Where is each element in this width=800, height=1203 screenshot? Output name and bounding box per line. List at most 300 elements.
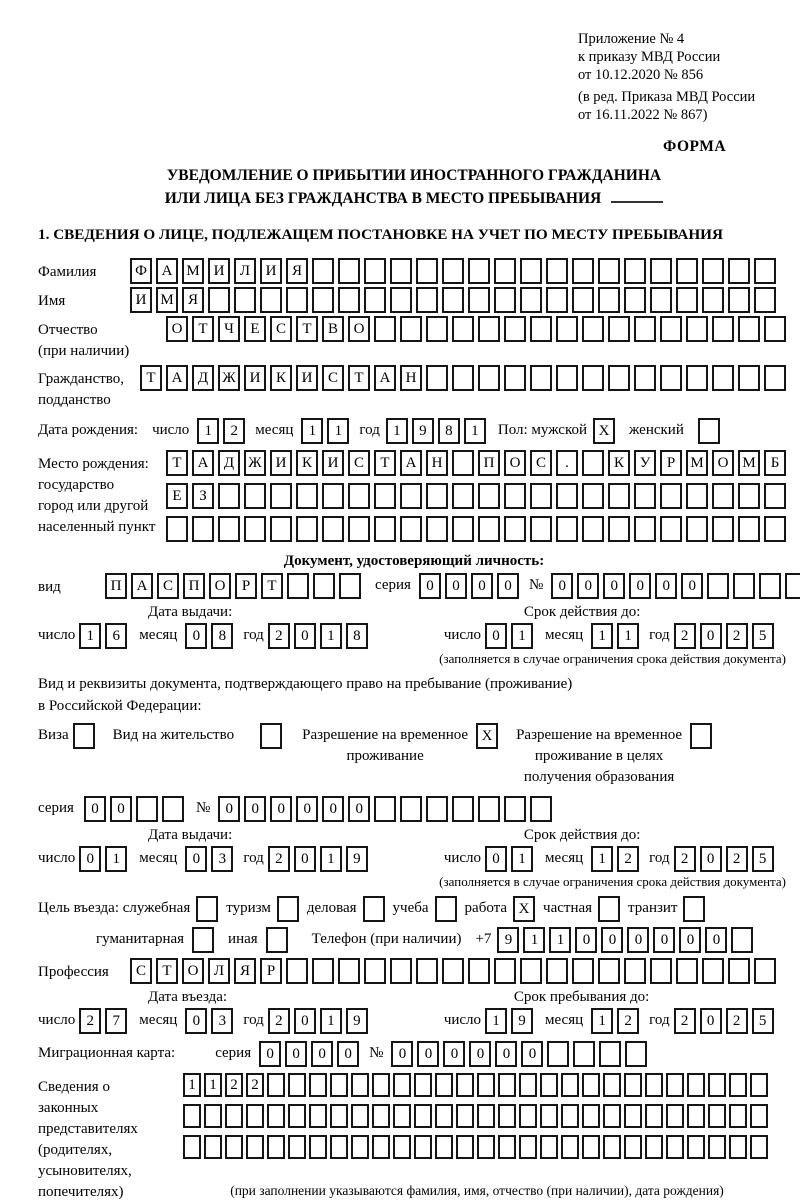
char-cell[interactable] <box>645 1135 663 1159</box>
char-cell[interactable]: 0 <box>469 1041 491 1067</box>
char-cell[interactable]: . <box>556 450 578 476</box>
char-cell[interactable] <box>504 483 526 509</box>
char-cell[interactable]: 0 <box>110 796 132 822</box>
char-cell[interactable] <box>603 1135 621 1159</box>
char-cell[interactable]: С <box>530 450 552 476</box>
char-cell[interactable] <box>750 1135 768 1159</box>
char-cell[interactable] <box>750 1104 768 1128</box>
char-cell[interactable] <box>608 516 630 542</box>
surname-input[interactable] <box>130 258 780 284</box>
char-cell[interactable]: М <box>182 258 204 284</box>
char-cell[interactable] <box>416 287 438 313</box>
char-cell[interactable] <box>750 1073 768 1097</box>
char-cell[interactable] <box>540 1135 558 1159</box>
char-cell[interactable] <box>452 316 474 342</box>
entry-year-input[interactable] <box>268 1008 372 1034</box>
char-cell[interactable] <box>390 287 412 313</box>
char-cell[interactable] <box>322 516 344 542</box>
birth-month-input[interactable] <box>301 418 353 444</box>
char-cell[interactable]: 3 <box>211 846 233 872</box>
char-cell[interactable] <box>348 483 370 509</box>
char-cell[interactable] <box>390 258 412 284</box>
doc-issue-month-input[interactable] <box>185 623 237 649</box>
char-cell[interactable] <box>208 287 230 313</box>
char-cell[interactable]: 0 <box>700 623 722 649</box>
char-cell[interactable]: Д <box>218 450 240 476</box>
char-cell[interactable] <box>764 516 786 542</box>
char-cell[interactable] <box>556 365 578 391</box>
char-cell[interactable]: X <box>593 418 615 444</box>
char-cell[interactable] <box>738 365 760 391</box>
char-cell[interactable]: 1 <box>183 1073 201 1097</box>
char-cell[interactable] <box>426 483 448 509</box>
char-cell[interactable] <box>351 1135 369 1159</box>
char-cell[interactable]: 0 <box>337 1041 359 1067</box>
doc-valid-year-input[interactable] <box>674 623 778 649</box>
char-cell[interactable] <box>494 287 516 313</box>
char-cell[interactable]: 2 <box>726 623 748 649</box>
char-cell[interactable] <box>260 723 282 749</box>
char-cell[interactable] <box>624 1135 642 1159</box>
char-cell[interactable] <box>603 1073 621 1097</box>
doc-issue-year-input[interactable] <box>268 623 372 649</box>
citizenship-input[interactable] <box>140 365 790 391</box>
char-cell[interactable] <box>608 365 630 391</box>
char-cell[interactable]: 2 <box>268 1008 290 1034</box>
char-cell[interactable] <box>351 1104 369 1128</box>
char-cell[interactable] <box>764 365 786 391</box>
char-cell[interactable] <box>442 958 464 984</box>
char-cell[interactable]: 0 <box>84 796 106 822</box>
char-cell[interactable] <box>339 573 361 599</box>
char-cell[interactable] <box>426 516 448 542</box>
char-cell[interactable]: Т <box>156 958 178 984</box>
char-cell[interactable] <box>738 316 760 342</box>
temp-residence-checkbox[interactable] <box>476 723 502 749</box>
doc-valid-month-input[interactable] <box>591 623 643 649</box>
char-cell[interactable] <box>738 483 760 509</box>
char-cell[interactable] <box>707 573 729 599</box>
char-cell[interactable]: К <box>296 450 318 476</box>
char-cell[interactable] <box>393 1135 411 1159</box>
char-cell[interactable] <box>435 896 457 922</box>
char-cell[interactable] <box>582 1104 600 1128</box>
char-cell[interactable] <box>374 483 396 509</box>
char-cell[interactable] <box>645 1104 663 1128</box>
char-cell[interactable]: 9 <box>412 418 434 444</box>
char-cell[interactable]: Л <box>208 958 230 984</box>
char-cell[interactable]: М <box>686 450 708 476</box>
char-cell[interactable] <box>519 1073 537 1097</box>
char-cell[interactable] <box>712 365 734 391</box>
entry-day-input[interactable] <box>79 1008 131 1034</box>
char-cell[interactable]: 0 <box>311 1041 333 1067</box>
char-cell[interactable] <box>330 1104 348 1128</box>
char-cell[interactable]: 0 <box>218 796 240 822</box>
char-cell[interactable]: 0 <box>185 623 207 649</box>
profession-input[interactable] <box>130 958 780 984</box>
char-cell[interactable] <box>183 1135 201 1159</box>
char-cell[interactable]: 1 <box>79 623 101 649</box>
char-cell[interactable] <box>519 1135 537 1159</box>
doc-valid-day-input[interactable] <box>485 623 537 649</box>
char-cell[interactable]: Т <box>261 573 283 599</box>
char-cell[interactable]: 0 <box>700 846 722 872</box>
char-cell[interactable]: 1 <box>464 418 486 444</box>
char-cell[interactable] <box>729 1073 747 1097</box>
char-cell[interactable] <box>296 516 318 542</box>
char-cell[interactable]: 1 <box>591 623 613 649</box>
permit-issue-year-input[interactable] <box>268 846 372 872</box>
char-cell[interactable] <box>244 483 266 509</box>
char-cell[interactable]: 0 <box>294 623 316 649</box>
char-cell[interactable]: 0 <box>485 846 507 872</box>
doc-type-input[interactable] <box>105 573 365 599</box>
char-cell[interactable]: 1 <box>485 1008 507 1034</box>
char-cell[interactable]: 1 <box>591 1008 613 1034</box>
char-cell[interactable] <box>572 287 594 313</box>
char-cell[interactable]: 0 <box>443 1041 465 1067</box>
char-cell[interactable]: 2 <box>726 846 748 872</box>
char-cell[interactable] <box>561 1073 579 1097</box>
char-cell[interactable] <box>435 1135 453 1159</box>
permit-issue-day-input[interactable] <box>79 846 131 872</box>
char-cell[interactable] <box>204 1135 222 1159</box>
char-cell[interactable] <box>686 483 708 509</box>
char-cell[interactable] <box>731 927 753 953</box>
char-cell[interactable] <box>728 958 750 984</box>
char-cell[interactable]: 1 <box>197 418 219 444</box>
char-cell[interactable]: 2 <box>268 623 290 649</box>
doc-series-input[interactable] <box>419 573 523 599</box>
char-cell[interactable] <box>312 958 334 984</box>
char-cell[interactable] <box>540 1073 558 1097</box>
char-cell[interactable] <box>136 796 158 822</box>
char-cell[interactable] <box>393 1073 411 1097</box>
char-cell[interactable]: 1 <box>320 846 342 872</box>
char-cell[interactable] <box>364 287 386 313</box>
char-cell[interactable] <box>468 258 490 284</box>
legal-reps-input-row1[interactable] <box>183 1073 771 1097</box>
char-cell[interactable]: 0 <box>577 573 599 599</box>
char-cell[interactable]: 9 <box>346 1008 368 1034</box>
char-cell[interactable] <box>452 450 474 476</box>
char-cell[interactable] <box>390 958 412 984</box>
permit-valid-month-input[interactable] <box>591 846 643 872</box>
char-cell[interactable]: К <box>270 365 292 391</box>
char-cell[interactable] <box>556 316 578 342</box>
char-cell[interactable] <box>759 573 781 599</box>
char-cell[interactable]: И <box>322 450 344 476</box>
char-cell[interactable] <box>364 958 386 984</box>
char-cell[interactable] <box>234 287 256 313</box>
char-cell[interactable] <box>520 958 542 984</box>
char-cell[interactable] <box>582 450 604 476</box>
char-cell[interactable] <box>645 1073 663 1097</box>
char-cell[interactable] <box>196 896 218 922</box>
char-cell[interactable] <box>296 483 318 509</box>
char-cell[interactable]: 2 <box>268 846 290 872</box>
char-cell[interactable] <box>192 927 214 953</box>
doc-issue-day-input[interactable] <box>79 623 131 649</box>
char-cell[interactable] <box>582 316 604 342</box>
char-cell[interactable]: 9 <box>511 1008 533 1034</box>
char-cell[interactable] <box>246 1135 264 1159</box>
char-cell[interactable]: И <box>130 287 152 313</box>
char-cell[interactable]: С <box>322 365 344 391</box>
official-checkbox[interactable] <box>196 896 222 922</box>
char-cell[interactable] <box>456 1104 474 1128</box>
char-cell[interactable]: О <box>182 958 204 984</box>
mc-number-input[interactable] <box>391 1041 651 1067</box>
char-cell[interactable] <box>468 958 490 984</box>
char-cell[interactable] <box>520 258 542 284</box>
char-cell[interactable]: 0 <box>601 927 623 953</box>
char-cell[interactable] <box>504 516 526 542</box>
char-cell[interactable] <box>603 1104 621 1128</box>
char-cell[interactable]: 0 <box>629 573 651 599</box>
char-cell[interactable]: С <box>130 958 152 984</box>
char-cell[interactable] <box>288 1135 306 1159</box>
char-cell[interactable]: 6 <box>105 623 127 649</box>
char-cell[interactable] <box>498 1135 516 1159</box>
char-cell[interactable] <box>374 796 396 822</box>
char-cell[interactable]: Л <box>234 258 256 284</box>
char-cell[interactable] <box>442 258 464 284</box>
char-cell[interactable]: 0 <box>259 1041 281 1067</box>
char-cell[interactable] <box>530 316 552 342</box>
char-cell[interactable]: 0 <box>627 927 649 953</box>
char-cell[interactable]: Т <box>296 316 318 342</box>
char-cell[interactable]: 1 <box>511 846 533 872</box>
char-cell[interactable]: Ф <box>130 258 152 284</box>
char-cell[interactable] <box>650 287 672 313</box>
transit-checkbox[interactable] <box>683 896 709 922</box>
char-cell[interactable]: Т <box>140 365 162 391</box>
char-cell[interactable]: Р <box>660 450 682 476</box>
char-cell[interactable] <box>267 1073 285 1097</box>
char-cell[interactable] <box>520 287 542 313</box>
char-cell[interactable]: 2 <box>225 1073 243 1097</box>
char-cell[interactable] <box>561 1135 579 1159</box>
char-cell[interactable] <box>683 896 705 922</box>
char-cell[interactable] <box>477 1135 495 1159</box>
char-cell[interactable]: 1 <box>301 418 323 444</box>
char-cell[interactable] <box>556 483 578 509</box>
char-cell[interactable]: О <box>166 316 188 342</box>
char-cell[interactable]: 2 <box>246 1073 264 1097</box>
char-cell[interactable] <box>572 258 594 284</box>
char-cell[interactable] <box>712 316 734 342</box>
char-cell[interactable]: 1 <box>511 623 533 649</box>
char-cell[interactable]: Ж <box>244 450 266 476</box>
stay-year-input[interactable] <box>674 1008 778 1034</box>
char-cell[interactable]: С <box>270 316 292 342</box>
char-cell[interactable]: 2 <box>674 846 696 872</box>
char-cell[interactable] <box>624 958 646 984</box>
char-cell[interactable] <box>456 1073 474 1097</box>
char-cell[interactable] <box>687 1135 705 1159</box>
study-checkbox[interactable] <box>435 896 461 922</box>
char-cell[interactable] <box>582 483 604 509</box>
char-cell[interactable] <box>244 516 266 542</box>
char-cell[interactable] <box>456 1135 474 1159</box>
char-cell[interactable] <box>372 1104 390 1128</box>
char-cell[interactable]: 0 <box>270 796 292 822</box>
char-cell[interactable]: 0 <box>551 573 573 599</box>
char-cell[interactable]: А <box>192 450 214 476</box>
char-cell[interactable]: 2 <box>79 1008 101 1034</box>
char-cell[interactable]: 0 <box>485 623 507 649</box>
char-cell[interactable] <box>414 1135 432 1159</box>
char-cell[interactable] <box>519 1104 537 1128</box>
char-cell[interactable]: П <box>105 573 127 599</box>
char-cell[interactable] <box>452 483 474 509</box>
char-cell[interactable]: 0 <box>603 573 625 599</box>
char-cell[interactable] <box>561 1104 579 1128</box>
char-cell[interactable]: 0 <box>705 927 727 953</box>
char-cell[interactable] <box>582 1073 600 1097</box>
legal-reps-input-row3[interactable] <box>183 1135 771 1159</box>
legal-reps-input-row2[interactable] <box>183 1104 771 1128</box>
char-cell[interactable] <box>277 896 299 922</box>
char-cell[interactable]: 1 <box>320 623 342 649</box>
char-cell[interactable] <box>286 958 308 984</box>
char-cell[interactable] <box>666 1104 684 1128</box>
char-cell[interactable]: 9 <box>346 846 368 872</box>
char-cell[interactable]: 2 <box>617 846 639 872</box>
char-cell[interactable] <box>608 483 630 509</box>
birth-day-input[interactable] <box>197 418 249 444</box>
char-cell[interactable]: 0 <box>655 573 677 599</box>
char-cell[interactable] <box>504 796 526 822</box>
char-cell[interactable] <box>374 316 396 342</box>
tourism-checkbox[interactable] <box>277 896 303 922</box>
char-cell[interactable] <box>546 958 568 984</box>
char-cell[interactable] <box>712 516 734 542</box>
char-cell[interactable] <box>309 1135 327 1159</box>
char-cell[interactable] <box>363 896 385 922</box>
humanitarian-checkbox[interactable] <box>192 927 218 953</box>
char-cell[interactable]: 0 <box>185 1008 207 1034</box>
char-cell[interactable]: С <box>157 573 179 599</box>
char-cell[interactable]: С <box>348 450 370 476</box>
char-cell[interactable] <box>702 958 724 984</box>
char-cell[interactable] <box>435 1104 453 1128</box>
char-cell[interactable] <box>582 365 604 391</box>
char-cell[interactable]: 2 <box>674 1008 696 1034</box>
permit-series-input[interactable] <box>84 796 188 822</box>
char-cell[interactable] <box>400 483 422 509</box>
char-cell[interactable]: 0 <box>679 927 701 953</box>
char-cell[interactable] <box>309 1104 327 1128</box>
char-cell[interactable] <box>330 1073 348 1097</box>
char-cell[interactable] <box>266 927 288 953</box>
char-cell[interactable] <box>624 1073 642 1097</box>
char-cell[interactable]: Я <box>286 258 308 284</box>
char-cell[interactable]: 0 <box>653 927 675 953</box>
char-cell[interactable] <box>452 516 474 542</box>
char-cell[interactable] <box>204 1104 222 1128</box>
char-cell[interactable] <box>225 1104 243 1128</box>
visa-checkbox[interactable] <box>73 723 99 749</box>
char-cell[interactable] <box>530 365 552 391</box>
char-cell[interactable] <box>400 316 422 342</box>
char-cell[interactable] <box>414 1073 432 1097</box>
char-cell[interactable] <box>416 258 438 284</box>
char-cell[interactable] <box>477 1073 495 1097</box>
char-cell[interactable] <box>608 316 630 342</box>
char-cell[interactable]: А <box>166 365 188 391</box>
char-cell[interactable]: 0 <box>391 1041 413 1067</box>
char-cell[interactable] <box>225 1135 243 1159</box>
char-cell[interactable]: А <box>374 365 396 391</box>
char-cell[interactable]: А <box>156 258 178 284</box>
birth-year-input[interactable] <box>386 418 490 444</box>
char-cell[interactable] <box>764 483 786 509</box>
char-cell[interactable]: К <box>608 450 630 476</box>
sex-male-checkbox[interactable] <box>593 418 619 444</box>
char-cell[interactable] <box>312 258 334 284</box>
char-cell[interactable] <box>690 723 712 749</box>
char-cell[interactable] <box>478 796 500 822</box>
char-cell[interactable]: 0 <box>681 573 703 599</box>
char-cell[interactable] <box>650 958 672 984</box>
char-cell[interactable]: 0 <box>322 796 344 822</box>
char-cell[interactable] <box>686 365 708 391</box>
birthplace-input-row2[interactable] <box>166 483 790 509</box>
char-cell[interactable]: 0 <box>296 796 318 822</box>
char-cell[interactable] <box>625 1041 647 1067</box>
char-cell[interactable] <box>573 1041 595 1067</box>
char-cell[interactable] <box>477 1104 495 1128</box>
char-cell[interactable]: 1 <box>523 927 545 953</box>
char-cell[interactable]: О <box>348 316 370 342</box>
temp-edu-checkbox[interactable] <box>690 723 716 749</box>
permit-valid-day-input[interactable] <box>485 846 537 872</box>
char-cell[interactable]: X <box>513 896 535 922</box>
char-cell[interactable] <box>676 958 698 984</box>
char-cell[interactable]: 0 <box>445 573 467 599</box>
char-cell[interactable]: Н <box>426 450 448 476</box>
char-cell[interactable] <box>435 1073 453 1097</box>
char-cell[interactable]: 5 <box>752 623 774 649</box>
char-cell[interactable] <box>478 365 500 391</box>
char-cell[interactable] <box>73 723 95 749</box>
char-cell[interactable]: А <box>131 573 153 599</box>
char-cell[interactable]: 8 <box>211 623 233 649</box>
char-cell[interactable] <box>634 516 656 542</box>
char-cell[interactable] <box>624 258 646 284</box>
char-cell[interactable]: Т <box>374 450 396 476</box>
char-cell[interactable] <box>687 1073 705 1097</box>
char-cell[interactable]: Р <box>235 573 257 599</box>
char-cell[interactable]: 0 <box>419 573 441 599</box>
char-cell[interactable]: 0 <box>521 1041 543 1067</box>
birthplace-input-row1[interactable] <box>166 450 790 476</box>
char-cell[interactable] <box>764 316 786 342</box>
char-cell[interactable] <box>162 796 184 822</box>
phone-input[interactable] <box>497 927 757 953</box>
char-cell[interactable] <box>712 483 734 509</box>
char-cell[interactable] <box>660 483 682 509</box>
char-cell[interactable] <box>287 573 309 599</box>
char-cell[interactable]: И <box>296 365 318 391</box>
char-cell[interactable] <box>183 1104 201 1128</box>
char-cell[interactable] <box>400 516 422 542</box>
mc-series-input[interactable] <box>259 1041 363 1067</box>
char-cell[interactable] <box>624 1104 642 1128</box>
